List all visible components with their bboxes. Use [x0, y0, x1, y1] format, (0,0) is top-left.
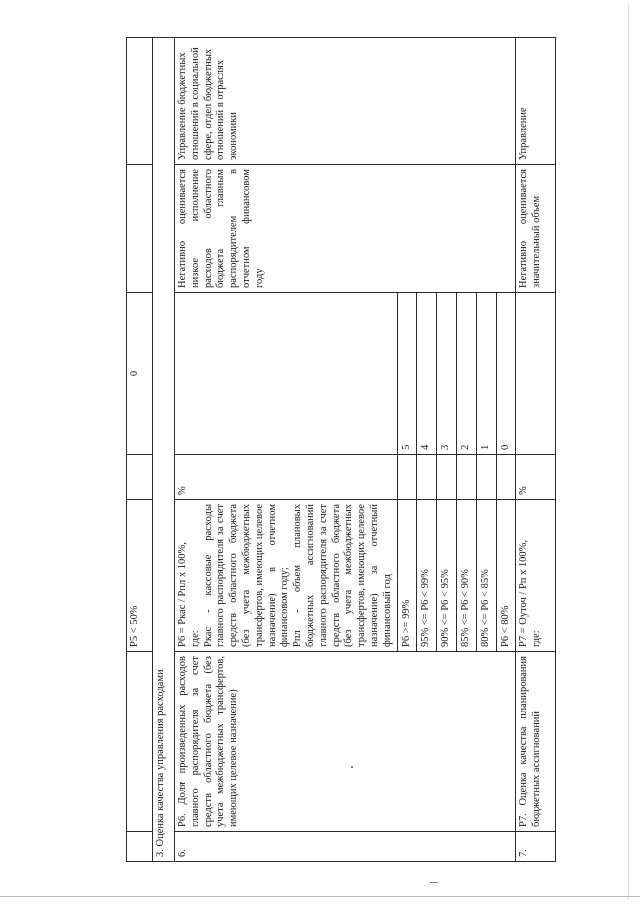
table-cell: 0 — [127, 293, 153, 455]
comment: Негативно оценивается значительный объем — [516, 165, 556, 293]
table-cell — [127, 832, 153, 862]
bottom-border-line — [0, 896, 640, 897]
rotated-page-content — [126, 38, 556, 862]
unit: % — [516, 455, 556, 500]
table-cell — [127, 165, 153, 293]
indicator-name: Р7. Оценка качества планирования бюджетных ассигнований — [516, 652, 556, 832]
table-cell — [127, 652, 153, 832]
row-number: 6. — [175, 832, 516, 862]
section-header-row — [153, 38, 175, 862]
grade-condition: Р6 < 80% — [496, 500, 516, 652]
scan-tick — [430, 882, 438, 883]
grade-score: 5 — [397, 293, 417, 455]
indicator-formula: Р7 = Оуточ / Рп х 100%, где: — [516, 500, 556, 652]
grade-score: 3 — [437, 293, 457, 455]
table-cell: Р5 < 50% — [127, 500, 153, 652]
responsible-unit: Управление — [516, 38, 556, 165]
table-cell — [127, 455, 153, 500]
grade-unit — [456, 455, 476, 500]
unit: % — [175, 455, 398, 500]
indicator-formula: Р6 = Ркас / Рпл х 100%, где: Ркас - кассовые расходы главного распорядителя за счет средств областного бюджета (без учета межбюджетных трансфертов, имеющих целевое назначение) в отчетном финансовом году; Рпл - объем плановых бюджетных ассигнований главного распорядителя за счет средств областного бюджета (без учета межбюджетных трансфертов, имеющих целевое назначение) за отчетный финансовый год — [175, 500, 398, 652]
grade-condition: 85% <= Р6 < 90% — [456, 500, 476, 652]
grade-condition: 80% <= Р6 < 85% — [476, 500, 496, 652]
grade-condition: 95% <= Р6 < 99% — [417, 500, 437, 652]
row-number: 7. — [516, 832, 556, 862]
grade-unit — [437, 455, 457, 500]
grade-condition: Р6 >= 99% — [397, 500, 417, 652]
grade-condition: 90% <= Р6 < 95% — [437, 500, 457, 652]
evaluation-table — [126, 37, 556, 862]
table-row — [127, 38, 153, 862]
grade-score: 2 — [456, 293, 476, 455]
table-cell — [127, 38, 153, 165]
grade-score: 0 — [496, 293, 516, 455]
score — [175, 293, 398, 455]
grade-unit — [397, 455, 417, 500]
grade-score: 4 — [417, 293, 437, 455]
responsible-unit: Управление бюджетных отношений в социальной сфере, отдел бюджетных отношений в отраслях экономики — [175, 38, 516, 165]
grade-score: 1 — [476, 293, 496, 455]
table-row — [175, 38, 398, 862]
grade-unit — [417, 455, 437, 500]
grade-unit — [496, 455, 516, 500]
grade-unit — [476, 455, 496, 500]
indicator-name: Р6. Доля произведенных расходов главного распорядителя за счет средств областного бюджета (без учета межбюджетных трансфертов, имеющих целевое назначение) — [175, 652, 516, 832]
section-title: 3. Оценка качества управления расходами — [153, 38, 175, 862]
score — [516, 293, 556, 455]
comment: Негативно оценивается низкое исполнение расходов областного бюджета главным распорядителем в отчетном финансовом году — [175, 165, 516, 293]
table-row — [516, 38, 556, 862]
